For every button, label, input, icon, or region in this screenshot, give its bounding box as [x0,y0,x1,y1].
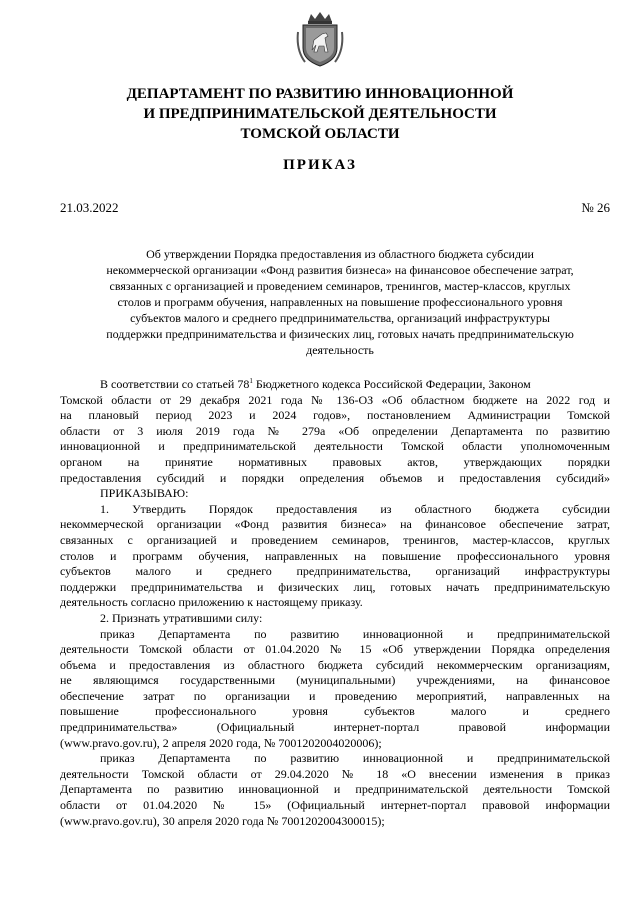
subject-line: некоммерческой организации «Фонд развития бизнеса» на финансовое обеспечение затрат, [106,263,574,277]
preamble-line: Томской области от 29 декабря 2021 года № 136-ОЗ «Об областном бюджете на 2022 год и [60,392,610,407]
item-2-b-line: приказ Департамента по развитию инновационной и предпринимательской [100,751,610,766]
department-title-line: ТОМСКОЙ ОБЛАСТИ [240,126,400,142]
department-title [0,84,640,144]
item-2-a-line: (www.pravo.gov.ru), 2 апреля 2020 года, № 7001202004020006); [60,735,382,750]
item-2-b-line: (www.pravo.gov.ru), 30 апреля 2020 года № 7001202004300015); [60,813,385,828]
item-1-line: некоммерческой организации «Фонд развития бизнеса» на финансовое обеспечение затрат, [60,517,610,532]
item-1-line: деятельность согласно приложению к настоящему приказу. [60,595,363,610]
preamble-line: на плановый период 2023 и 2024 годов», постановлением Администрации Томской [60,408,610,423]
item-2-b-line: деятельности Томской области от 29.04.2020 № 18 «О внесении изменения в приказ [60,766,610,781]
subject-line: столов и программ обучения, направленных на повышение профессионального уровня [117,295,563,309]
item-2-a-line: предпринимательства» (Официальный интернет-портал правовой информации [60,720,610,735]
article-superscript: 1 [249,377,253,385]
item-2-a-line: объема и предоставления из областного бюджета субсидий некоммерческим организациям, [60,657,610,672]
order-body [60,377,610,829]
item-2-a-line: обеспечение затрат по организации и проведению мероприятий, направленных на [60,688,610,703]
order-subject [70,246,610,358]
subject-line: Об утверждении Порядка предоставления из областного бюджета субсидии [146,247,534,261]
item-1-line: связанных с организацией и проведением семинаров, тренингов, мастер-классов, круглых [60,532,610,547]
preamble-text: Бюджетного кодекса Российской Федерации, Законом [252,377,531,391]
subject-line: связанных с организацией и проведением семинаров, тренингов, мастер-классов, круглых [109,279,571,293]
item-2-b [60,751,610,829]
preamble-line: органом на принятие нормативных правовых актов, утверждающих порядки [60,454,610,469]
item-2-a [60,627,610,752]
order-number: № 26 [581,200,610,215]
preamble-line: области от 3 июля 2019 года № 279а «Об определении Департамента по развитию [60,423,610,438]
item-2-a-line: повышение профессионального уровня субъектов малого и среднего [60,704,610,719]
preamble-line: предоставления субсидий и порядки определения объемов и предоставления субсидий» [60,470,610,485]
preamble-text: В соответствии со статьей 78 [100,377,250,391]
item-1-line: 1. Утвердить Порядок предоставления из областного бюджета субсидии [100,501,610,516]
item-2-b-line: области от 01.04.2020 № 15» (Официальный интернет-портал правовой информации [60,798,610,813]
department-title-line: ДЕПАРТАМЕНТ ПО РАЗВИТИЮ ИННОВАЦИОННОЙ [126,86,514,102]
item-2-b-line: Департамента по развитию инновационной и предпринимательской деятельности Томской [60,782,610,797]
preamble-line: инновационной и предпринимательской деятельности Томской области уполномоченным [60,439,610,454]
preamble-line [60,377,610,393]
item-2-a-line: деятельности Томской области от 01.04.2020 № 15 «Об утверждении Порядка определения [60,642,610,657]
subject-line: деятельность [306,343,374,357]
item-2-heading: 2. Признать утратившими силу: [100,610,263,625]
document-type: ПРИКАЗ [283,157,357,173]
preamble-paragraph [60,377,610,486]
coat-of-arms-tomsk-icon [295,10,345,68]
subject-line: субъектов малого и среднего предпринимательства, организаций инфраструктуры [130,311,550,325]
department-title-line: И ПРЕДПРИНИМАТЕЛЬСКОЙ ДЕЯТЕЛЬНОСТИ [143,106,497,122]
item-2-a-line: не являющимся государственными (муниципальными) учреждениями, на финансовое [60,673,610,688]
item-1-line: субъектов малого и среднего предпринимательства, организаций инфраструктуры [60,564,610,579]
subject-line: поддержки предпринимательства и физических лиц, готовых начать предпринимательскую [106,327,574,341]
item-2-a-line: приказ Департамента по развитию инновационной и предпринимательской [100,626,610,641]
item-1-line: столов и программ обучения, направленных на повышение профессионального уровня [60,548,610,563]
order-date: 21.03.2022 [60,200,119,215]
item-1-line: поддержки предпринимательства и физических лиц, готовых начать предпринимательскую [60,579,610,594]
order-keyword: ПРИКАЗЫВАЮ: [100,486,189,501]
item-1 [60,502,610,611]
